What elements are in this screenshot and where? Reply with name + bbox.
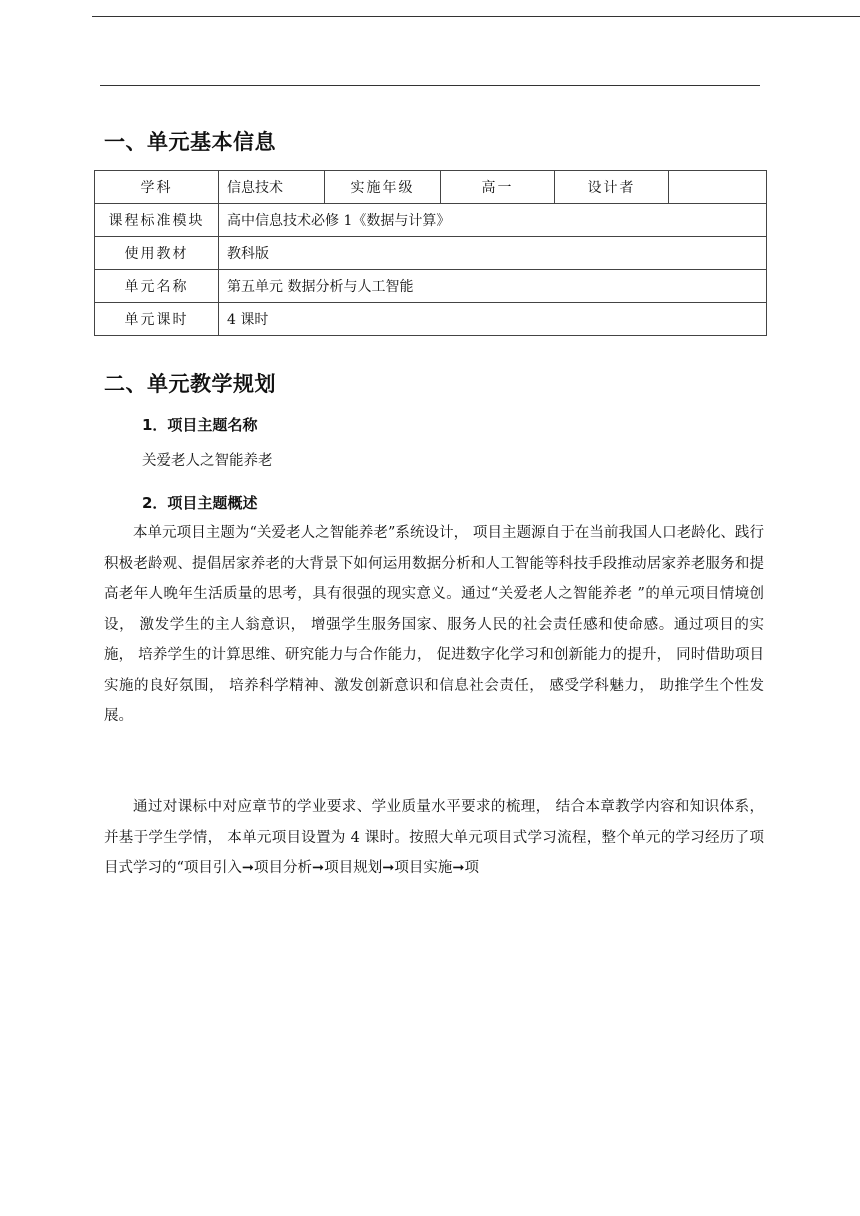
section-heading-teaching-plan: 二、单元教学规划	[104, 372, 276, 396]
overview-paragraph: 通过对课标中对应章节的学业要求、学业质量水平要求的梳理， 结合本章教学内容和知识体系， 并基于学生学情， 本单元项目设置为 4 课时。按照大单元项目式学习流程，整个单元的学习经历了项目式学习的“项目引入➞项目分析➞项目规划➞项目实施➞项	[104, 799, 764, 876]
grade-label: 实施年级	[325, 171, 441, 204]
table-row	[95, 171, 767, 204]
table-row	[95, 204, 767, 237]
designer-label: 设计者	[555, 171, 669, 204]
row-value: 4 课时	[219, 303, 767, 336]
section-heading-basic-info: 一、单元基本信息	[104, 130, 276, 154]
subject-value: 信息技术	[219, 171, 325, 204]
subject-label: 学科	[95, 171, 219, 204]
project-theme-name: 关爱老人之智能养老	[142, 453, 273, 469]
row-label: 单元名称	[95, 270, 219, 303]
overview-paragraph: 本单元项目主题为“关爱老人之智能养老”系统设计， 项目主题源自于在当前我国人口老龄化、践行积极老龄观、提倡居家养老的大背景下如何运用数据分析和人工智能等科技手段推动居家养老服务和提高老年人晚年生活质量的思考，具有很强的现实意义。通过“关爱老人之智能养老 ”的单元项目情境创设， 激发学生的主人翁意识， 增强学生服务国家、服务人民的社会责任感和使命感。通过项目的实施， 培养学生的计算思维、研究能力与合作能力， 促进数字化学习和创新能力的提升， 同时借助项目实施的良好氛围， 培养科学精神、激发创新意识和信息社会责任， 感受学科魅力， 助推学生个性发展。	[104, 525, 764, 724]
subheading-project-theme-name: 1．项目主题名称	[142, 416, 258, 434]
header-rule-top	[92, 16, 860, 17]
subheading-project-overview: 2．项目主题概述	[142, 494, 258, 512]
unit-info-table	[94, 170, 767, 336]
grade-value: 高一	[441, 171, 555, 204]
row-value: 教科版	[219, 237, 767, 270]
table-row	[95, 237, 767, 270]
row-value: 高中信息技术必修 1《数据与计算》	[219, 204, 767, 237]
row-label: 课程标准模块	[95, 204, 219, 237]
table-row	[95, 270, 767, 303]
table-row	[95, 303, 767, 336]
designer-value	[669, 171, 767, 204]
row-value: 第五单元 数据分析与人工智能	[219, 270, 767, 303]
row-label: 单元课时	[95, 303, 219, 336]
row-label: 使用教材	[95, 237, 219, 270]
header-rule	[100, 85, 760, 86]
